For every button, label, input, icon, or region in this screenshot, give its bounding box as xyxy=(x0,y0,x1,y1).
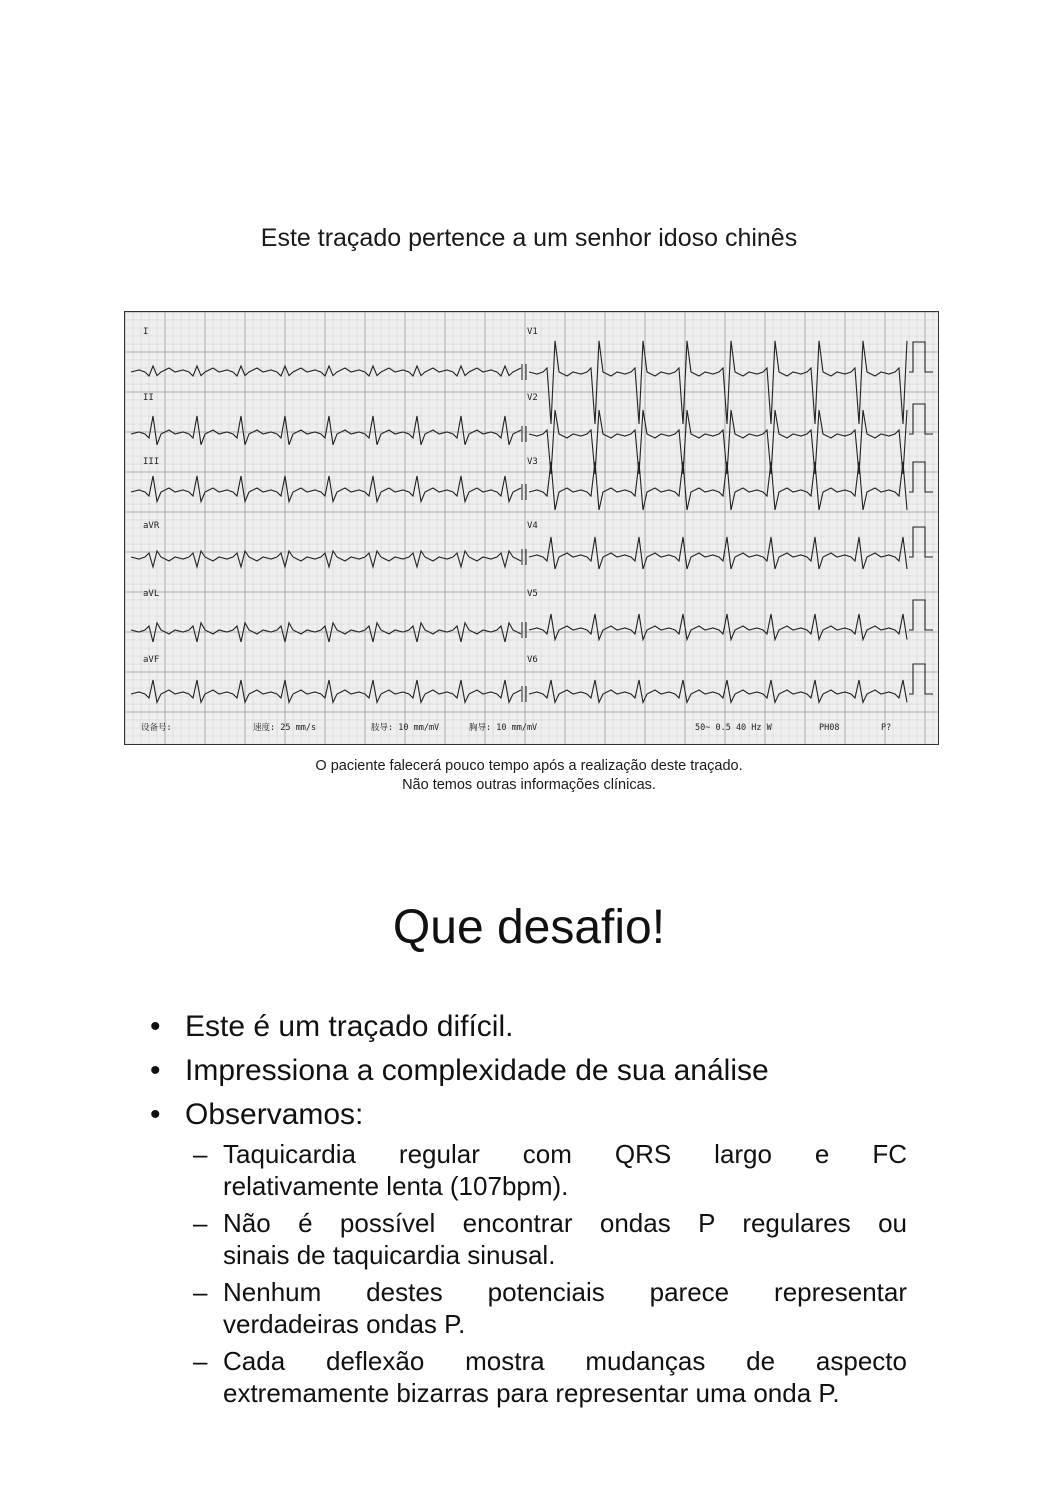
sub-bullet-line-2: verdadeiras ondas P. xyxy=(223,1309,466,1339)
sub-bullet-line-1: Cada deflexão mostra mudanças de aspecto xyxy=(223,1346,907,1376)
lead-label: II xyxy=(143,393,154,403)
ecg-lead-trace xyxy=(131,551,521,567)
sub-bullet-item xyxy=(193,1207,907,1271)
ecg-footer-text: PH08 xyxy=(819,723,840,733)
lead-label: V3 xyxy=(527,457,538,467)
ecg-tracing-image xyxy=(124,311,939,745)
sub-bullet-line-1: Nenhum destes potenciais parece representar xyxy=(223,1277,907,1307)
dash-icon: – xyxy=(193,1346,208,1376)
slide-title-2: Que desafio! xyxy=(392,901,666,954)
ecg-waves xyxy=(131,327,933,702)
sub-bullet-item xyxy=(193,1138,907,1202)
caption-line-1: O paciente falecerá pouco tempo após a realização deste traçado. xyxy=(315,758,743,774)
ecg-footer-text: P? xyxy=(881,723,892,733)
bullet-text: Observamos: xyxy=(185,1098,364,1131)
lead-label: III xyxy=(143,457,160,467)
sub-bullet-line-2: extremamente bizarras para representar uma onda P. xyxy=(223,1378,840,1408)
calibration-pulse xyxy=(909,342,933,372)
calibration-pulse xyxy=(909,527,933,557)
ecg-svg xyxy=(125,312,939,745)
bullet-text: Impressiona a complexidade de sua análise xyxy=(185,1054,769,1087)
bullet-item xyxy=(150,1049,910,1093)
bullet-item xyxy=(150,1005,910,1049)
bullet-dot-icon: • xyxy=(150,1054,161,1087)
ecg-footer-text: 50~ 0.5 40 Hz W xyxy=(695,723,772,733)
calibration-pulse xyxy=(909,404,933,434)
ecg-footer-text: 速度: 25 mm/s xyxy=(253,723,317,733)
ecg-footer-text: 肢导: 10 mm/mV xyxy=(371,723,440,733)
calibration-pulse xyxy=(909,664,933,694)
lead-label: V4 xyxy=(527,521,538,531)
ecg-lead-trace xyxy=(529,680,907,702)
sub-bullet-line-1: Não é possível encontrar ondas P regulares ou xyxy=(223,1208,907,1238)
lead-label: V6 xyxy=(527,655,538,665)
sub-bullet-line-1: Taquicardia regular com QRS largo e FC xyxy=(223,1139,907,1169)
slide-title-1: Este traçado pertence a um senhor idoso chinês xyxy=(260,224,798,252)
ecg-lead-trace xyxy=(529,537,907,569)
bullet-dot-icon: • xyxy=(150,1098,161,1131)
ecg-footer-text: 设备号: xyxy=(141,723,172,733)
bullet-item xyxy=(150,1093,910,1137)
ecg-lead-trace xyxy=(529,341,907,424)
dash-icon: – xyxy=(193,1139,208,1169)
ecg-caption xyxy=(0,757,1058,795)
sub-bullet-list xyxy=(193,1138,907,1414)
dash-icon: – xyxy=(193,1277,208,1307)
ecg-lead-trace xyxy=(131,680,521,702)
lead-label: aVL xyxy=(143,589,160,599)
ecg-lead-trace xyxy=(131,623,521,642)
caption-line-2: Não temos outras informações clínicas. xyxy=(402,777,656,793)
lead-label: I xyxy=(143,327,149,337)
sub-bullet-line-2: relativamente lenta (107bpm). xyxy=(223,1171,569,1201)
bullet-list xyxy=(150,1005,910,1137)
bullet-text: Este é um traçado difícil. xyxy=(185,1010,514,1043)
ecg-lead-trace xyxy=(529,410,907,474)
lead-label: aVF xyxy=(143,655,160,665)
lead-label: V1 xyxy=(527,327,538,337)
sub-bullet-item xyxy=(193,1345,907,1409)
ecg-lead-trace xyxy=(131,366,521,376)
lead-label: aVR xyxy=(143,521,160,531)
ecg-lead-trace xyxy=(131,416,521,445)
lead-label: V2 xyxy=(527,393,538,403)
bullet-dot-icon: • xyxy=(150,1010,161,1043)
sub-bullet-line-2: sinais de taquicardia sinusal. xyxy=(223,1240,556,1270)
ecg-lead-trace xyxy=(529,462,907,510)
ecg-footer-text: 胸导: 10 mm/mV xyxy=(469,723,538,733)
calibration-pulse xyxy=(909,462,933,492)
sub-bullet-item xyxy=(193,1276,907,1340)
calibration-pulse xyxy=(909,600,933,630)
lead-label: V5 xyxy=(527,589,538,599)
ecg-lead-trace xyxy=(529,614,907,640)
dash-icon: – xyxy=(193,1208,208,1238)
